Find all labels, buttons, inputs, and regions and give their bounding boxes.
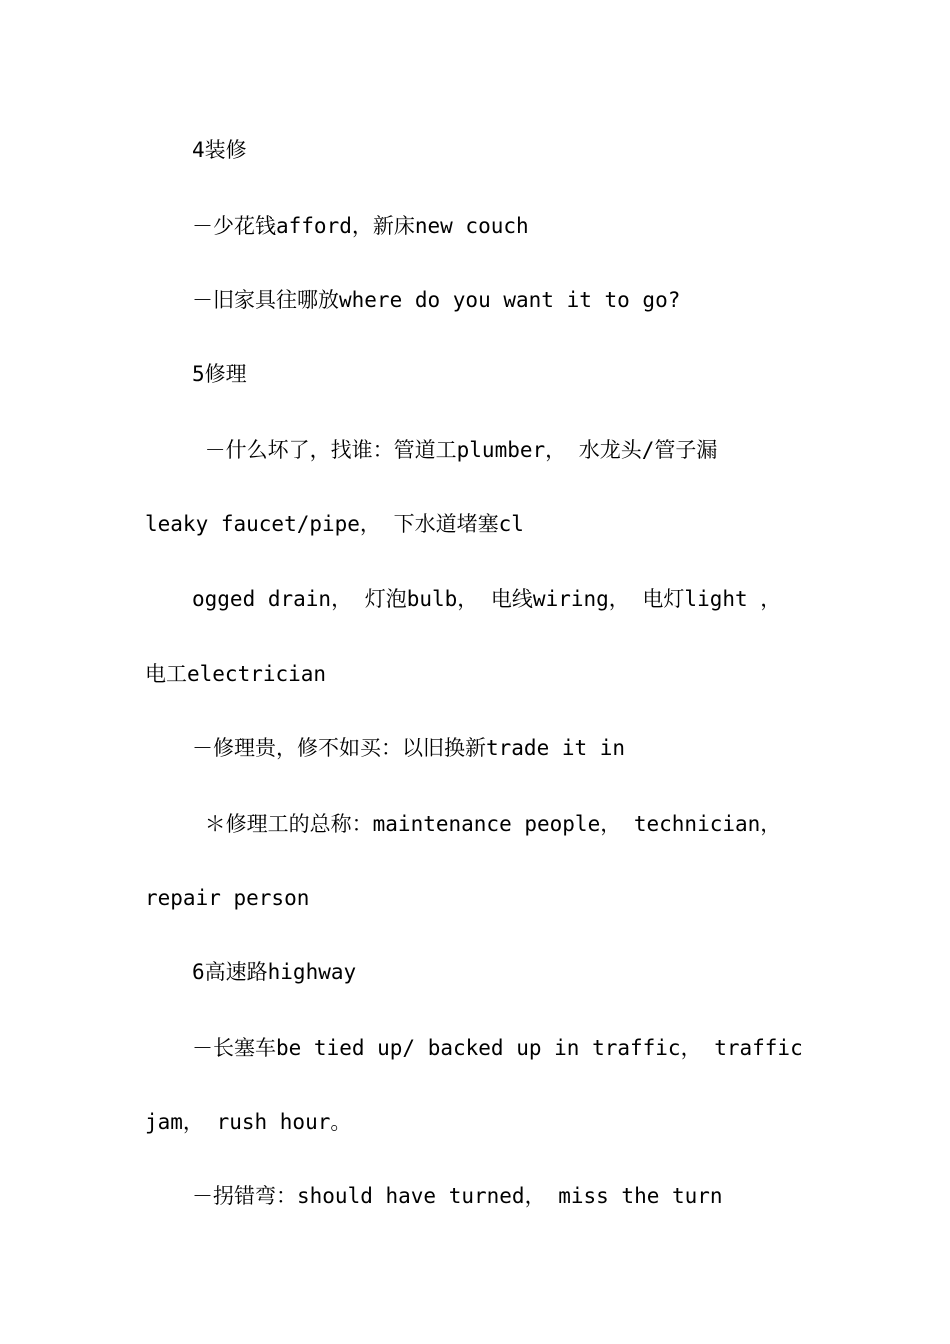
text-line: leaky faucet/pipe， 下水道堵塞cl [145,512,524,536]
text-line: ＊修理工的总称：maintenance people， technician， [192,812,782,836]
section-heading-repair: 5修理 [192,362,247,386]
text-line: 电工electrician [145,662,327,686]
section-heading-highway: 6高速路highway [192,960,357,984]
section-heading-renovation: 4装修 [192,138,247,162]
text-line: ogged drain， 灯泡bulb， 电线wiring， 电灯light ， [192,587,782,611]
text-line: －拐错弯：should have turned， miss the turn [192,1184,723,1208]
text-line: jam， rush hour。 [145,1110,352,1134]
text-line: －少花钱afford，新床new couch [192,214,529,238]
text-line: －长塞车be tied up/ backed up in traffic， traffic [192,1036,803,1060]
text-line: －什么坏了，找谁：管道工plumber， 水龙头/管子漏 [192,438,718,462]
text-line: repair person [145,886,310,910]
text-line: －旧家具往哪放where do you want it to go? [192,288,681,312]
text-line: －修理贵，修不如买：以旧换新trade it in [192,736,626,760]
